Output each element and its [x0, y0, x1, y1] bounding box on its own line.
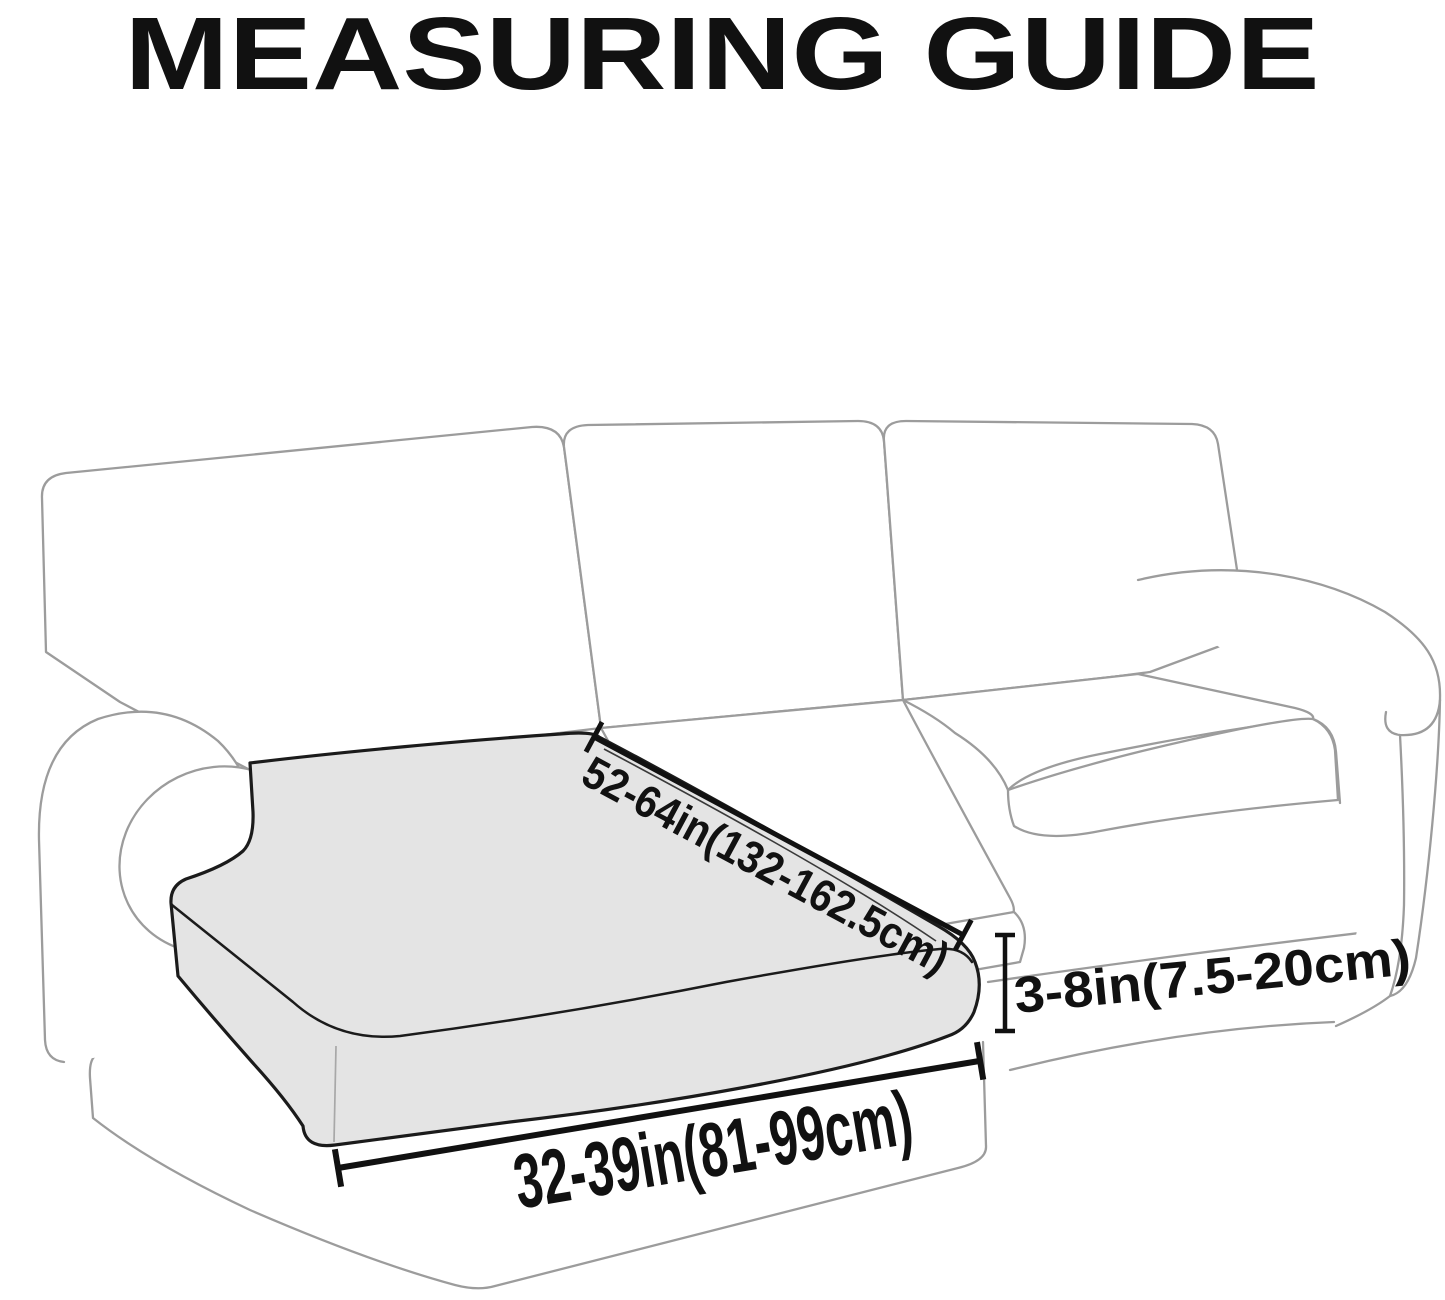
back-cushion-middle — [564, 421, 903, 728]
height-label: 3-8in(7.5-20cm) — [1011, 930, 1387, 1024]
back-cushion-right — [884, 421, 1247, 700]
seat-cushion-right — [903, 674, 1338, 836]
base-bottom-right-line — [1010, 1022, 1334, 1070]
length-label: 52-64in(132-162.5cm) — [574, 746, 998, 1005]
width-label: 32-39in(81-99cm) — [507, 1037, 1139, 1226]
page-title: MEASURING GUIDE — [124, 0, 1320, 111]
